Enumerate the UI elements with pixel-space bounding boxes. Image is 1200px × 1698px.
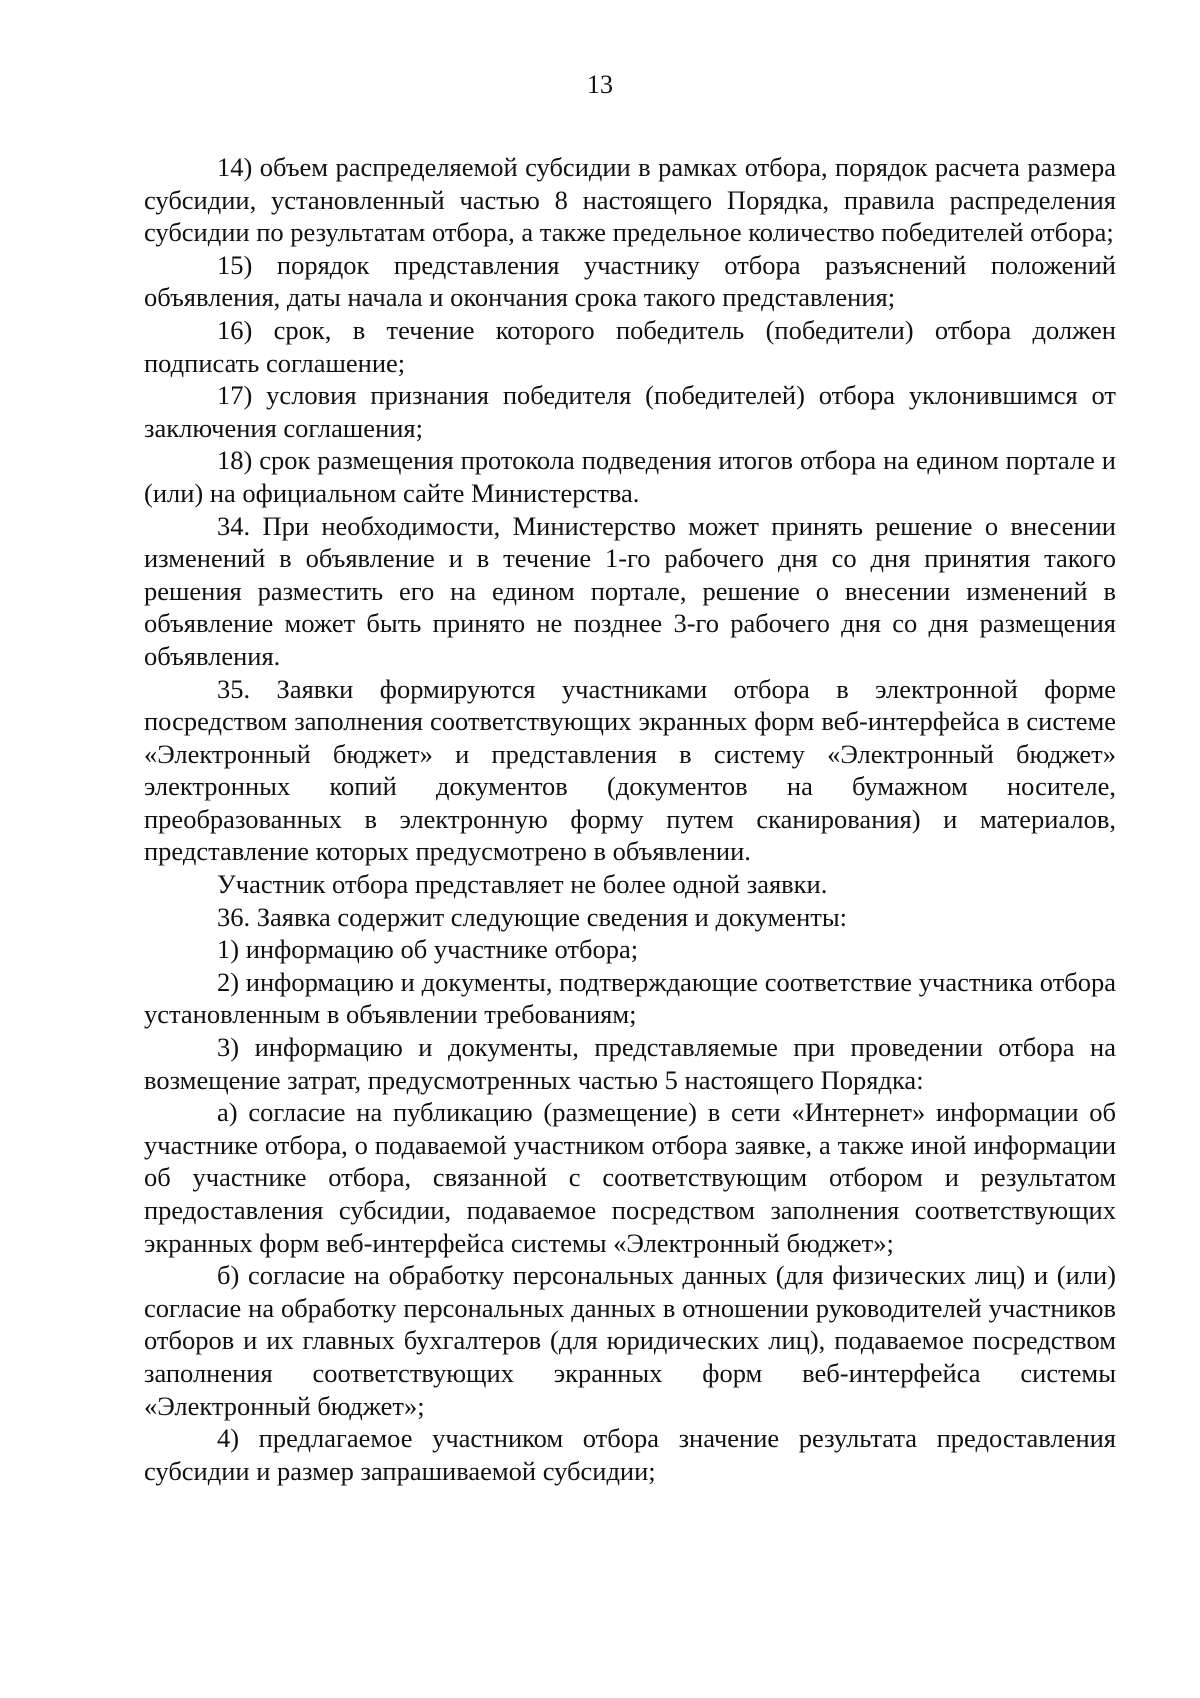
paragraph-16: 16) срок, в течение которого победитель (победители) отбора должен подписать соглашение; — [144, 314, 1116, 378]
page-number: 13 — [587, 70, 613, 99]
paragraph-18: 18) срок размещения протокола подведения итогов отбора на едином портале и (или) на официальном сайте Министерства. — [144, 445, 1116, 508]
paragraph-34: 34. При необходимости, Министерство может принять решение о внесении изменений в объявление и в течение 1-го рабочего дня со дня принятия такого решения разместить его на едином портале, решение о внесении изменений в объявление может быть принято не позднее 3-го рабочего дня со дня размещения объявления. — [144, 510, 1116, 671]
paragraph-36-3-a: а) согласие на публикацию (размещение) в сети «Интернет» информации об участнике отбора, о подаваемой участником отбора заявке, а также иной информации об участнике отбора, связанной с соответствующим отбором и результатом предоставления субсидии, подаваемое посредством заполнения соответствующих экранных форм веб-интерфейса системы «Электронный бюджет»; — [144, 1097, 1116, 1258]
paragraph-36-2: 2) информацию и документы, подтверждающие соответствие участника отбора установленным в объявлении требованиям; — [144, 966, 1116, 1030]
paragraph-35: 35. Заявки формируются участниками отбора в электронной форме посредством заполнения соответствующих экранных форм веб-интерфейса в системе «Электронный бюджет» и представления в систему «Электронный бюджет» электронных копий документов (документов на бумажном носителе, преобразованных в электронную форму путем сканирования) и материалов, представление которых предусмотрено в объявлении. — [144, 673, 1116, 867]
paragraph-36: 36. Заявка содержит следующие сведения и документы: — [217, 901, 848, 932]
document-body — [144, 151, 1116, 1487]
paragraph-36-3: 3) информацию и документы, представляемые при проведении отбора на возмещение затрат, предусмотренных частью 5 настоящего Порядка: — [144, 1032, 1116, 1095]
paragraph-36-4: 4) предлагаемое участником отбора значение результата предоставления субсидии и размер запрашиваемой субсидии; — [144, 1423, 1116, 1486]
paragraph-one-application: Участник отбора представляет не более одной заявки. — [217, 869, 828, 900]
paragraph-15: 15) порядок представления участнику отбора разъяснений положений объявления, даты начала и окончания срока такого представления; — [144, 249, 1116, 313]
paragraph-14: 14) объем распределяемой субсидии в рамках отбора, порядок расчета размера субсидии, установленный частью 8 настоящего Порядка, правила распределения субсидии по результатам отбора, а также предельное количество победителей отбора; — [144, 152, 1116, 248]
paragraph-36-3-b: б) согласие на обработку персональных данных (для физических лиц) и (или) согласие на обработку персональных данных в отношении руководителей участников отборов и их главных бухгалтеров (для юридических лиц), подаваемое посредством заполнения соответствующих экранных форм веб-интерфейса системы «Электронный бюджет»; — [144, 1260, 1116, 1421]
paragraph-36-1: 1) информацию об участнике отбора; — [217, 934, 639, 965]
paragraph-17: 17) условия признания победителя (победителей) отбора уклонившимся от заключения соглашения; — [144, 380, 1116, 443]
